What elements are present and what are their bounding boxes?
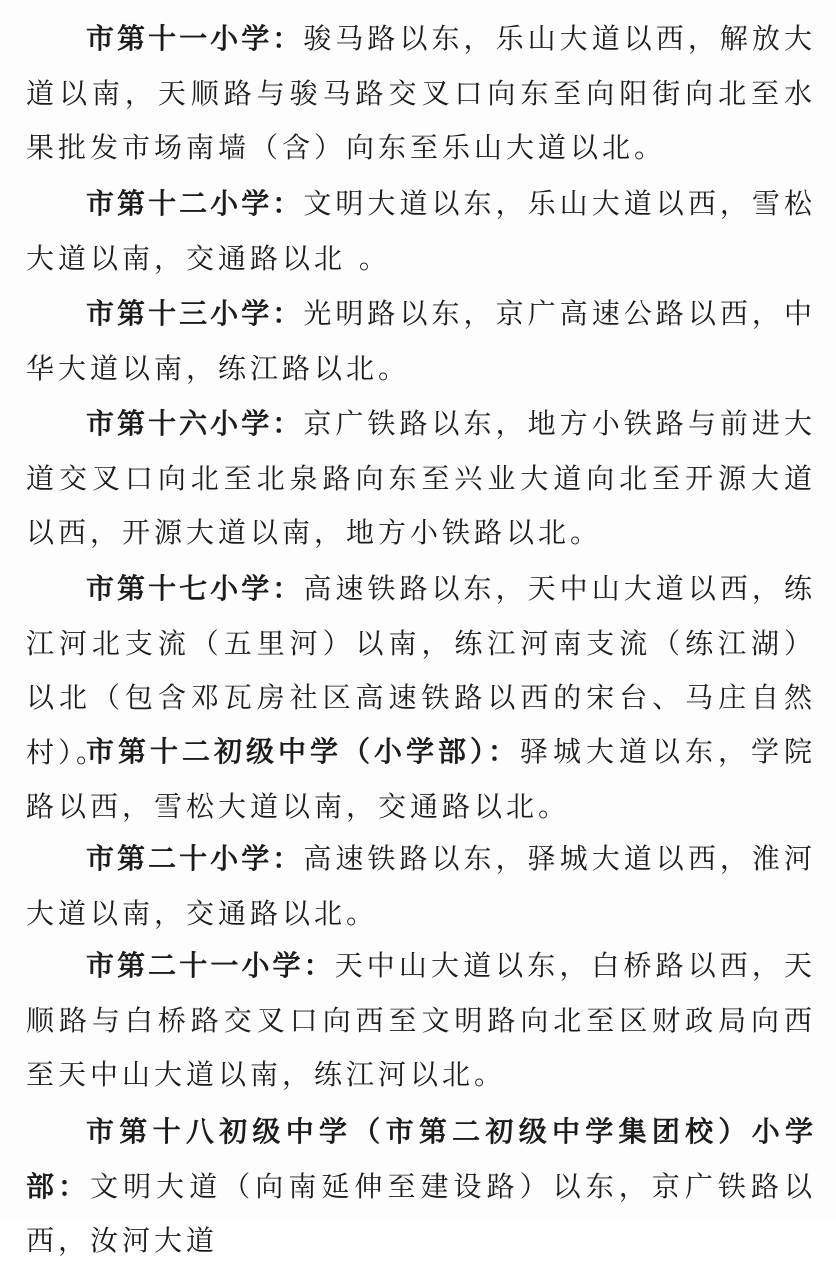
school-entry <box>26 725 816 834</box>
school-entry <box>26 287 816 396</box>
school-entry <box>26 939 816 1103</box>
district-scope: 天中山大道以东，白桥路以西，天顺路与白桥路交叉口向西至文明路向北至区财政局向西至天中山大道以南，练江河以北。 <box>26 949 816 1091</box>
school-name: 市第二十一小学： <box>86 949 335 982</box>
district-scope: 光明路以东，京广高速公路以西，中华大道以南，练江路以北。 <box>26 297 816 385</box>
district-scope: 文明大道以东，乐山大道以西，雪松大道以南，交通路以北 。 <box>26 187 816 275</box>
district-scope: 高速铁路以东，天中山大道以西，练江河北支流（五里河）以南，练江河南支流（练江湖）以北（包含邓瓦房社区高速铁路以西的宋台、马庄自然村）。 <box>26 572 816 769</box>
school-name: 市第十六小学： <box>86 407 304 440</box>
district-scope: 文明大道（向南延伸至建设路）以东，京广铁路以西，汝河大道 <box>26 1169 816 1257</box>
school-entry <box>26 397 816 561</box>
school-entry <box>26 832 816 941</box>
school-name: 市第十三小学： <box>86 297 304 330</box>
school-name: 市第十七小学： <box>86 572 304 605</box>
school-entry <box>26 1105 816 1269</box>
school-name: 市第二十小学： <box>86 842 304 875</box>
school-entry <box>26 177 816 286</box>
school-name: 市第十八初级中学（市第二初级中学集团校）小学部： <box>26 1115 816 1203</box>
district-scope: 高速铁路以东，驿城大道以西，淮河大道以南，交通路以北。 <box>26 842 816 930</box>
district-scope: 骏马路以东，乐山大道以西，解放大道以南，天顺路与骏马路交叉口向东至向阳街向北至水果批发市场南墙（含）向东至乐山大道以北。 <box>26 22 816 164</box>
district-scope: 京广铁路以东，地方小铁路与前进大道交叉口向北至北泉路向东至兴业大道向北至开源大道以西，开源大道以南，地方小铁路以北。 <box>26 407 816 549</box>
district-scope: 驿城大道以东，学院路以西，雪松大道以南，交通路以北。 <box>26 735 816 823</box>
school-name: 市第十一小学： <box>86 22 304 55</box>
school-entry <box>26 12 816 176</box>
school-name: 市第十二初级中学（小学部）： <box>86 735 520 768</box>
school-name: 市第十二小学： <box>86 187 304 220</box>
